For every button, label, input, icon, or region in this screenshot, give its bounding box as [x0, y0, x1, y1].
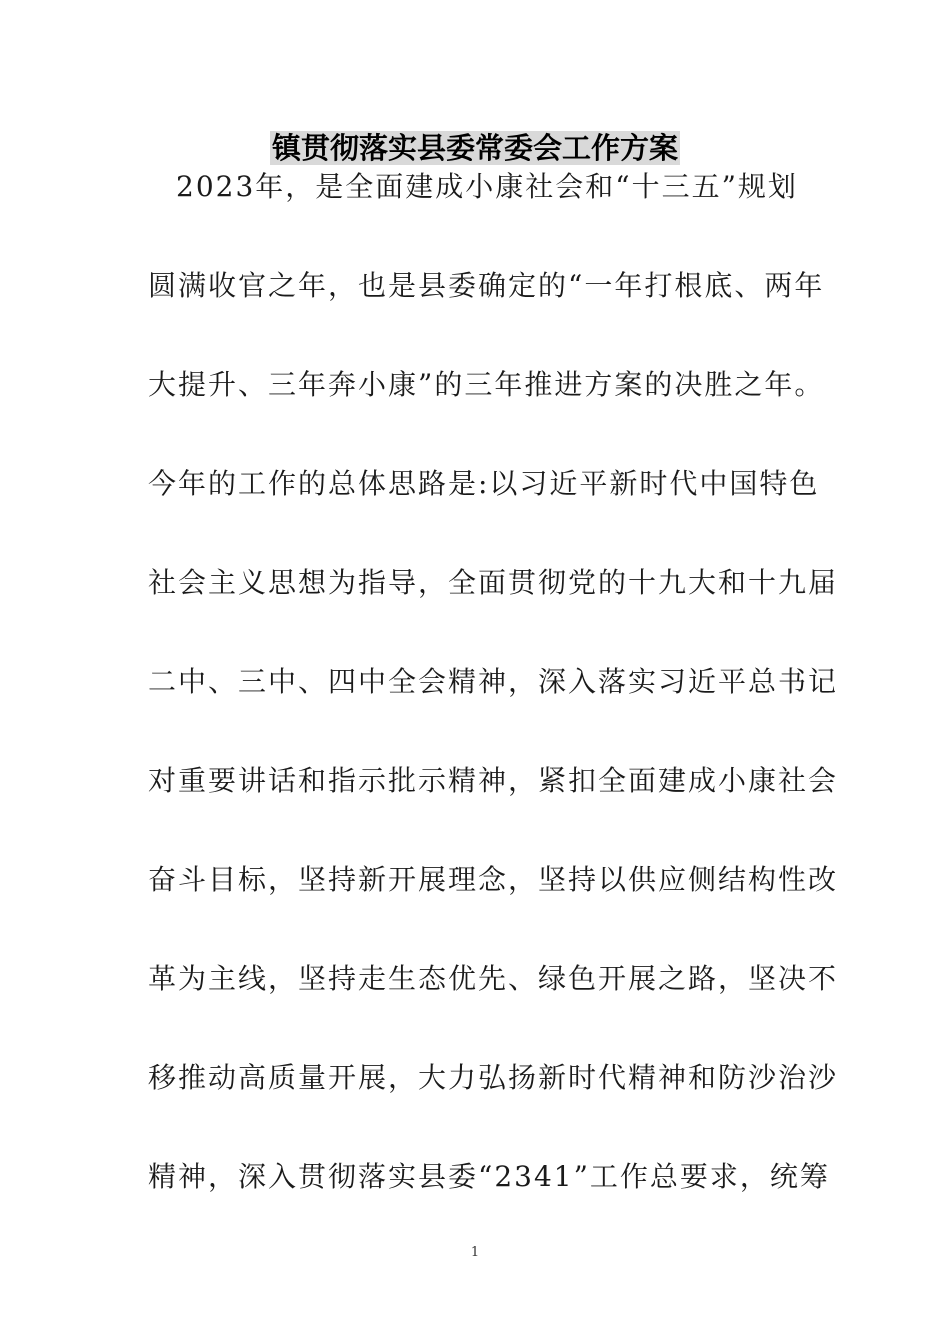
page-number: 1 — [470, 1245, 480, 1260]
document-title-text: 镇贯彻落实县委常委会工作方案 — [271, 131, 678, 165]
body-line: 二中、三中、四中全会精神，深入落实习近平总书记 — [148, 665, 839, 698]
document-body — [148, 152, 839, 1241]
body-line: 今年的工作的总体思路是:以习近平新时代中国特色 — [148, 467, 820, 500]
body-line: 圆满收官之年，也是县委确定的“一年打根底、两年 — [148, 269, 825, 302]
body-line: 大提升、三年奔小康”的三年推进方案的决胜之年。 — [148, 368, 825, 401]
body-line: 对重要讲话和指示批示精神，紧扣全面建成小康社会 — [148, 764, 839, 797]
body-line: 移推动高质量开展，大力弘扬新时代精神和防沙治沙 — [148, 1061, 839, 1094]
body-line: 革为主线，坚持走生态优先、绿色开展之路，坚决不 — [148, 962, 839, 995]
body-line: 2023年，是全面建成小康社会和“十三五”规划 — [176, 170, 798, 203]
body-line: 精神，深入贯彻落实县委“2341”工作总要求，统筹 — [148, 1160, 830, 1193]
body-line: 社会主义思想为指导，全面贯彻党的十九大和十九届 — [148, 566, 839, 599]
body-line: 奋斗目标，坚持新开展理念，坚持以供应侧结构性改 — [148, 863, 839, 896]
